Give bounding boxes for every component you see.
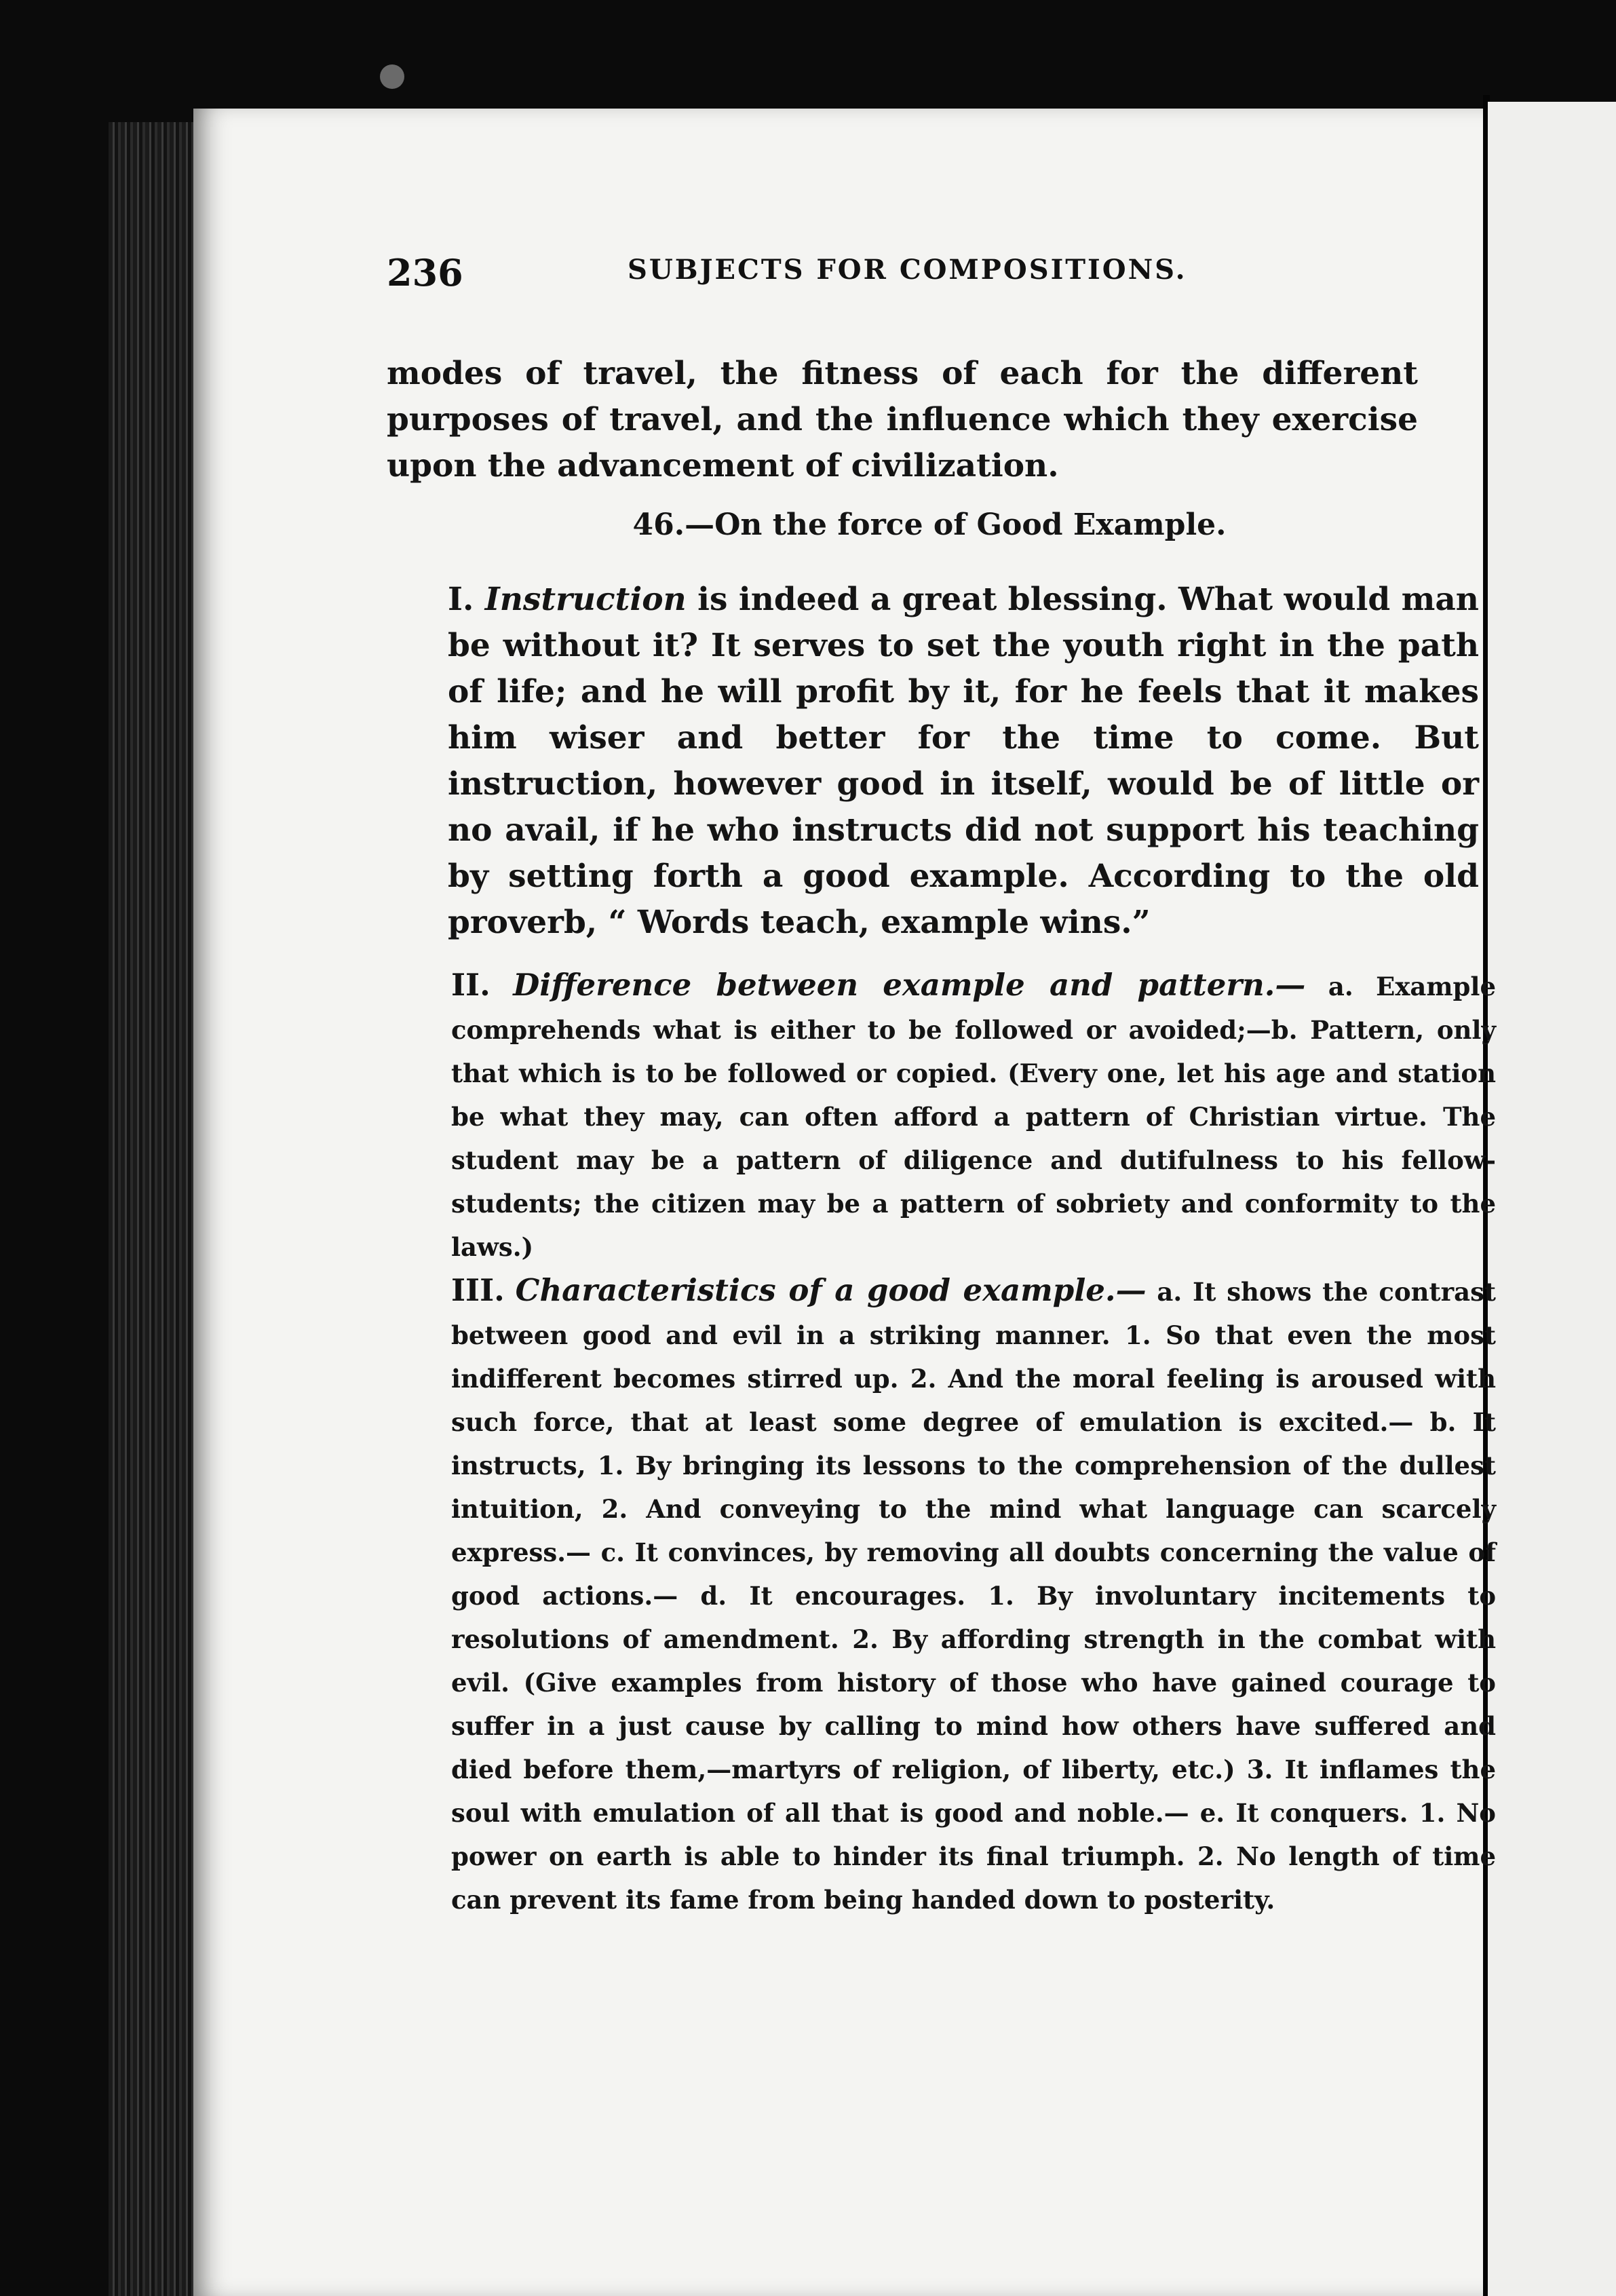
page-number: 236 bbox=[387, 251, 463, 294]
adjacent-page-edge bbox=[1488, 102, 1616, 2296]
page-header bbox=[387, 251, 1445, 299]
part-text: is indeed a great blessing. What would man be without it? It serves to set the youth right in the path of life; and he will profit by it, for he feels that it makes him wiser and better for the time to come. But instruction, however good in itself, would be of little or no avail, if he who instructs did not support his teaching by setting forth a good example. According to the old proverb, “ Words teach, example wins.” bbox=[448, 581, 1479, 941]
part-numeral: I. bbox=[448, 581, 474, 618]
part-numeral: III. bbox=[451, 1272, 505, 1308]
scan-spot bbox=[380, 64, 404, 89]
part-text: a. It shows the contrast between good and evil in a striking manner. 1. So that even the most indifferent becomes stirred up. 2. And the moral feeling is aroused with such force, that at least some degree of emulation is excited.— b. It instructs, 1. By bringing its lessons to the comprehension of the dullest intuition, 2. And conveying to the mind what language can scarcely express.— c. It convinces, by removing all doubts concerning the value of good actions.— d. It encourages. 1. By involuntary incitements to resolutions of amendment. 2. By affording strength in the combat with evil. (Give examples from history of those who have gained courage to suffer in a just cause by calling to mind how others have suffered and died before them,—martyrs of religion, of liberty, etc.) 3. It inflames the soul with emulation of all that is good and noble.— e. It conquers. 1. No power on earth is able to hinder its final triumph. 2. No length of time can prevent its fame from being handed down to posterity. bbox=[451, 1277, 1497, 1915]
book-spine-edge bbox=[109, 122, 197, 2296]
section-heading: 46.—On the force of Good Example. bbox=[632, 508, 1227, 542]
paragraph-difference bbox=[397, 963, 1496, 1269]
paragraph-characteristics bbox=[397, 1269, 1496, 1921]
continuation-paragraph: modes of travel, the fitness of each for the different purposes of travel, and the influence which they exercise upon the advancement of civilization. bbox=[387, 355, 1418, 484]
paragraph-instruction bbox=[393, 577, 1479, 946]
running-title: SUBJECTS FOR COMPOSITIONS. bbox=[628, 254, 1187, 286]
part-title: Difference between example and pattern.— bbox=[513, 967, 1306, 1003]
part-title: Characteristics of a good example.— bbox=[515, 1272, 1147, 1308]
part-title: Instruction bbox=[484, 581, 687, 618]
part-text: a. Example comprehends what is either to be followed or avoided;—b. Pattern, only that which is to be followed or copied. (Every one, let his age and station be what they may, can often afford a pattern of Christian virtue. The student may be a pattern of diligence and dutifulness to his fellow-students; the citizen may be a pattern of sobriety and conformity to the laws.) bbox=[451, 972, 1496, 1262]
part-numeral: II. bbox=[451, 967, 490, 1003]
